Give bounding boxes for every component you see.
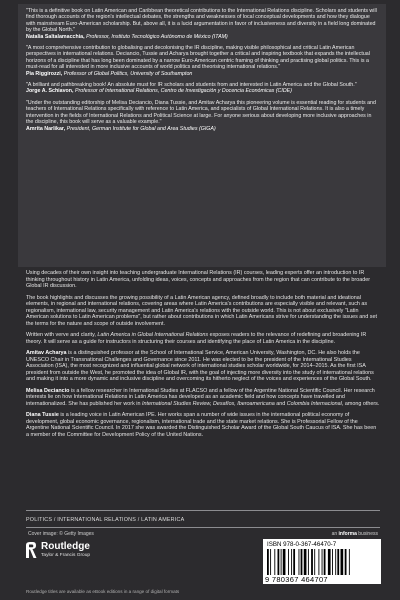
quote-attribution — [26, 34, 378, 40]
quote-text: "Under the outstanding editorship of Melisa Deciancio, Diana Tussie, and Amitav Acharya this pioneering volume is essential reading for students and teachers of International Relations specifically with reference to Latin America, and specialists of Global International Relations. It is also a timely intervention in the fields of International Relations and Political Science at large. For anyone serious about developing more inclusive approaches in the discipline, this book will serve as a valuable example." — [26, 99, 376, 126]
barcode-bar — [311, 549, 313, 575]
quote-author: Pia Riggirozzi, — [26, 70, 63, 77]
endorsement-4 — [26, 100, 378, 132]
quote-author: Jorge A. Schiavon, — [26, 88, 74, 95]
author-bio-tussie — [26, 412, 380, 438]
subject-categories: POLITICS / INTERNATIONAL RELATIONS / LATIN AMERICA — [26, 517, 185, 523]
quote-attribution — [26, 126, 378, 132]
barcode-bar — [278, 549, 280, 575]
book-description — [26, 270, 380, 443]
barcode-number: 9 780367 464707 — [265, 575, 328, 584]
endorsements-panel — [18, 4, 386, 267]
informa-business-tag — [332, 531, 378, 537]
quote-text: "A most comprehensive contribution to globalising and decolonising the IR discipline, making visible philosophical and critical Latin American perspectives in international relations. Deciancio, Tussie and Acharya brought together a critical and inspiring textbook that expands the intellectual horizons of a discipline that has long been dominated by a narrow Euro-American centric framing of thinking and practising global politics. This is a must-read for all interested in more inclusive accounts of world politics and theorising international relations." — [26, 45, 370, 71]
quote-attribution — [26, 88, 378, 94]
author-bio-acharya — [26, 350, 380, 383]
journal-titles: International Studies Review, Desafíos, Iberoamericana — [141, 400, 275, 407]
barcode-bar — [322, 549, 323, 575]
quote-affiliation: Professor, Instituto Tecnológico Autónomo de México (ITAM) — [86, 33, 228, 40]
text: and — [274, 400, 287, 407]
text: , among others. — [341, 400, 380, 407]
barcode-bar — [337, 549, 339, 575]
publisher-group: Taylor & Francis Group — [41, 553, 91, 558]
publisher-name: Routledge — [41, 541, 90, 552]
quote-attribution — [26, 71, 378, 77]
routledge-mark-icon — [24, 541, 38, 559]
quote-affiliation: President, German Institute for Global and Area Studies (GIGA) — [66, 125, 216, 132]
text: business — [356, 531, 378, 537]
barcode-bar — [270, 549, 271, 575]
divider — [26, 527, 380, 528]
description-paragraph-2: The book highlights and discusses the growing possibility of a Latin American agency, defined broadly to include both material and ideational elements, in regional and international relations, covering areas where Latin America's contributions are especially visible and relevant, such as regionalism, international law, security management and Latin America's relations with the outside world. This is not about exclusively "Latin American solutions to Latin American problems", but rather about contributions in which Latin Americans strive for understanding the issues and set the terms for the nature and scope of outside involvement. — [26, 294, 377, 327]
isbn-number: ISBN 978-0-367-46470-7 — [267, 541, 337, 548]
barcode-bar — [341, 549, 344, 575]
cover-image-credit: Cover image: © Getty Images — [28, 531, 94, 537]
barcode-bar — [304, 549, 307, 575]
barcode-bar — [299, 549, 300, 575]
author-bio: is a distinguished professor at the School of International Service, American University, Washington, DC. He also holds the UNESCO Chair in Transnational Challenges and Governance since 2011. He was elected to be the president of the International Studies Association (ISA), the most recognized and influential global network of international studies scholar worldwide, for 2014–2015. As the first ISA president from outside the West, he promoted the idea of Global IR, with the goal of injecting more diversity into the study of international relations and making it into a more dynamic and inclusive discipline and overcoming its hitherto neglect of the voices and experiences of the Global South. — [26, 350, 374, 382]
quote-author: Natalia Saltalamacchia, — [26, 33, 85, 40]
text: Routledge titles are available as eBook editions in a range of digital formats — [26, 589, 180, 594]
barcode-bar — [345, 549, 347, 575]
author-name: Melisa Deciancio — [26, 387, 70, 394]
isbn-barcode — [263, 539, 381, 584]
endorsement-3 — [26, 82, 378, 95]
quote-affiliation: Professor of Global Politics, University of Southampton — [63, 70, 193, 77]
author-bio: is a leading voice in Latin American IPE. Her works span a number of wide issues in the international political economy of development, global economic governance, regionalism, international trade and the state market relations. She is Professorial Fellow of the Argentine National Scientific Council. In 2017 she was awarded the Distinguished Scholar Award of the Global South Caucus of ISA. She has been a member of the Committee for Development Policy of the United Nations. — [26, 412, 377, 438]
text: exposes readers to the relevance of redefining and broadening IR theory. It will serve as a guide for instructors in structuring their courses and identifying the place of Latin America in the discipline. — [26, 332, 367, 345]
quote-affiliation: Professor of International Relations, Centro de Investigación y Docencia Económicas (CIDE) — [74, 88, 292, 95]
barcode-bar — [335, 549, 336, 575]
author-name: Diana Tussie — [26, 412, 59, 418]
divider — [26, 510, 380, 511]
ebook-notice — [26, 589, 179, 594]
text: an — [331, 531, 339, 537]
barcode-bar — [332, 549, 333, 575]
journal-title: Colombia Internacional — [286, 400, 342, 407]
barcode-bar — [324, 549, 326, 575]
routledge-logo — [24, 541, 144, 563]
informa-brand: informa — [338, 531, 357, 537]
quote-text: "This is a definitive book on Latin American and Caribbean theoretical contributions to the International Relations discipline. Scholars and students will find thorough accounts of the region's intellectual debates, the strengths and weaknesses of local conceptual developments and how they dialogue with mainstream Euro-American scholarship. But, above all, it is a lucid argumentation in favor of inclusiveness and diversity in a field long dominated by the Global North." — [26, 8, 377, 34]
barcode-bar — [288, 549, 289, 575]
endorsement-2 — [26, 45, 378, 77]
barcode-bar — [274, 549, 275, 575]
barcode-bar — [291, 549, 292, 575]
barcode-bar — [308, 549, 309, 575]
description-paragraph-3 — [26, 332, 380, 345]
author-bio: is a fellow researcher in International Studies at FLACSO and a fellow of the Argentine National Scientific Council. Her research interests lie on how International Relations in Latin America has developed as an academic field and how concepts have travelled and internationalized. She has published her work in — [26, 387, 375, 407]
description-paragraph-1: Using decades of their own insight into teaching undergraduate International Relations (IR) courses, leading experts offer an introduction to IR thinking throughout history in Latin America, unfolding ideas, voices, concepts and approaches from the region that can contribute to the broader Global IR discussion. — [26, 270, 371, 289]
author-bio-deciancio — [26, 388, 380, 408]
barcode-bar — [328, 549, 331, 575]
barcode-bar — [314, 549, 315, 575]
barcode-bar — [318, 549, 319, 575]
barcode-bar — [293, 549, 295, 575]
barcode-bars — [267, 549, 377, 575]
quote-author: Amrita Narlikar, — [26, 125, 66, 132]
book-title: Latin America in Global International Relations — [97, 332, 209, 338]
barcode-bar — [267, 549, 269, 575]
author-name: Amitav Acharya — [26, 350, 67, 356]
quote-text: "A brilliant and pathbreaking book! An absolute must for IR scholars and students from and interested in Latin America and the Global South." — [26, 82, 357, 89]
barcode-bar — [301, 549, 303, 575]
barcode-bar — [349, 549, 350, 575]
barcode-bar — [283, 549, 286, 575]
text: Written with verve and clarity, — [26, 332, 98, 338]
endorsement-1 — [26, 8, 378, 40]
barcode-bar — [281, 549, 282, 575]
